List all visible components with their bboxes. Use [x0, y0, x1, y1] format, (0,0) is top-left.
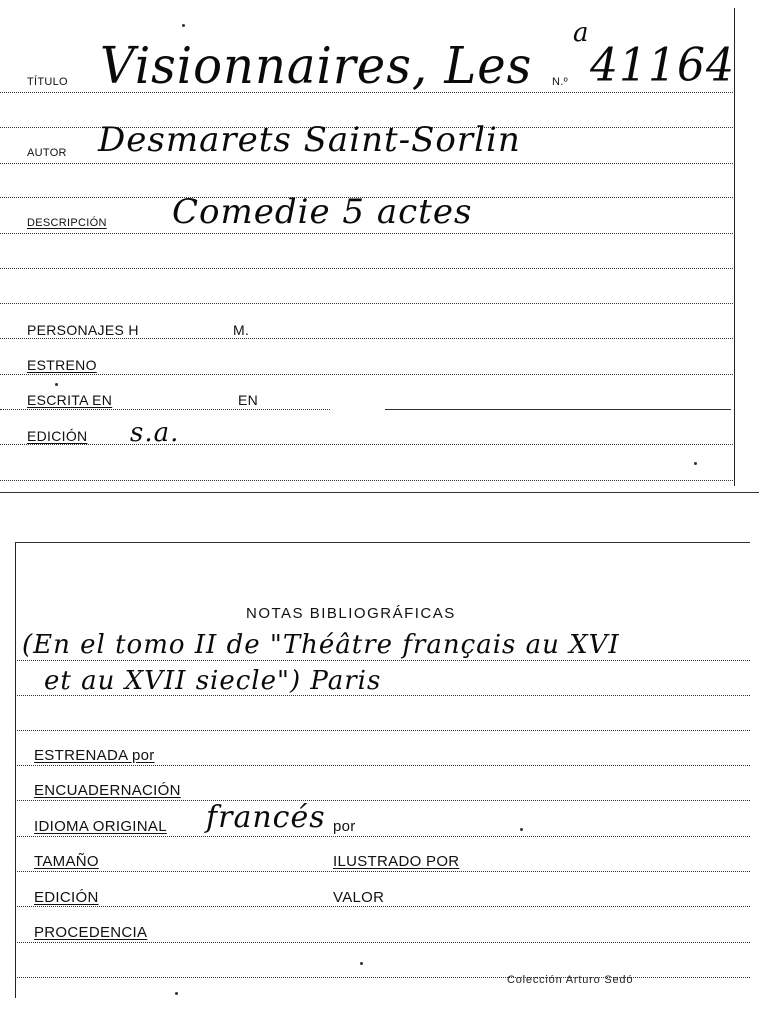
escrita-label: ESCRITA EN — [27, 392, 113, 408]
ink-speck — [360, 962, 363, 965]
numero-value: 41164 — [590, 38, 735, 93]
estrenada-label: ESTRENADA por — [34, 747, 155, 764]
catalog-card-top — [0, 0, 759, 500]
ink-speck — [55, 383, 58, 386]
ink-speck — [182, 24, 185, 27]
rule-notas-1 — [15, 660, 750, 661]
rule-estrenada — [15, 765, 750, 766]
rule-personajes — [0, 338, 735, 339]
rule-descripcion — [0, 233, 735, 234]
rule-escrita-right — [385, 409, 731, 410]
rule-5 — [0, 480, 735, 481]
personajes-m-label: M. — [233, 322, 250, 338]
rule-encuadernacion — [15, 800, 750, 801]
titulo-value: Visionnaires, Les — [100, 36, 533, 96]
rule-notas-3 — [15, 730, 750, 731]
bottom-card-top-edge — [15, 542, 750, 543]
descripcion-label: DESCRIPCIÓN — [27, 217, 107, 229]
autor-value: Desmarets Saint-Sorlin — [98, 120, 521, 160]
rule-last — [15, 977, 750, 978]
rule-4 — [0, 303, 735, 304]
collection-footer: Colección Arturo Sedó — [507, 974, 634, 986]
idioma-value: francés — [206, 800, 326, 835]
rule-tamano — [15, 871, 750, 872]
descripcion-value: Comedie 5 actes — [172, 192, 473, 232]
bottom-card-left-edge — [15, 543, 16, 998]
estreno-label: ESTRENO — [27, 357, 97, 373]
edicion-b-label: EDICIÓN — [34, 889, 99, 906]
ink-speck — [694, 462, 697, 465]
rule-escrita — [0, 409, 330, 410]
escrita-en-label: EN — [238, 392, 259, 408]
rule-autor — [0, 163, 735, 164]
ilustrado-label: ILUSTRADO POR — [333, 853, 460, 870]
rule-procedencia — [15, 942, 750, 943]
idioma-por-label: por — [333, 818, 356, 835]
personajes-label: PERSONAJES H — [27, 322, 139, 338]
rule-edicion — [0, 444, 735, 445]
autor-label: AUTOR — [27, 147, 67, 159]
numero-label: N.º — [552, 76, 568, 88]
edicion-label: EDICIÓN — [27, 428, 88, 444]
rule-idioma — [15, 836, 750, 837]
note-line-1: (En el tomo II de "Théâtre français au XVI — [22, 630, 620, 660]
edicion-value: s.a. — [130, 418, 180, 448]
rule-3 — [0, 268, 735, 269]
titulo-label: TÍTULO — [27, 76, 68, 88]
valor-label: VALOR — [333, 889, 385, 906]
numero-superscript: a — [573, 18, 590, 48]
notas-heading: NOTAS BIBLIOGRÁFICAS — [246, 605, 456, 622]
idioma-label: IDIOMA ORIGINAL — [34, 818, 167, 835]
ink-speck — [175, 992, 178, 995]
tamano-label: TAMAÑO — [34, 853, 99, 870]
procedencia-label: PROCEDENCIA — [34, 924, 148, 941]
catalog-card-bottom — [0, 500, 759, 1028]
top-card-bottom-edge — [0, 492, 759, 493]
ink-speck — [520, 828, 523, 831]
rule-edicion-b — [15, 906, 750, 907]
note-line-2: et au XVII siecle") Paris — [44, 666, 382, 696]
encuadernacion-label: ENCUADERNACIÓN — [34, 782, 181, 799]
rule-estreno — [0, 374, 735, 375]
